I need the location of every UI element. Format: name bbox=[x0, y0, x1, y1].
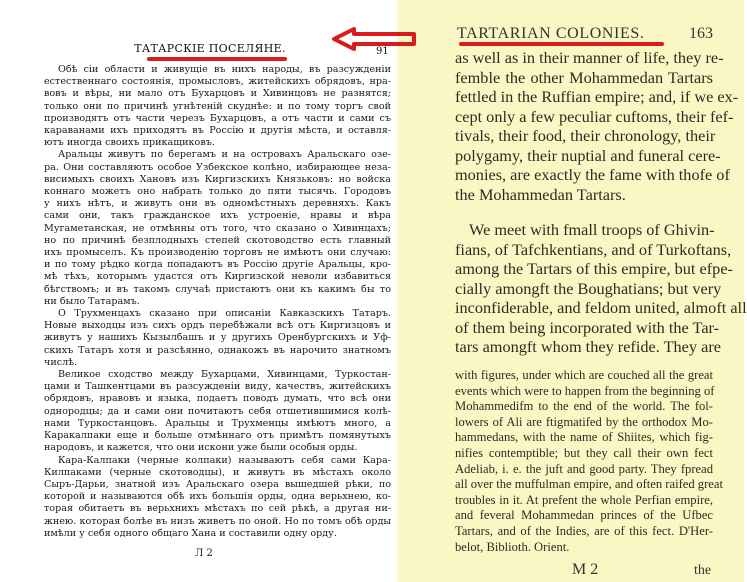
text-line: femble the other Mohammedan Tartars bbox=[455, 67, 713, 87]
footnote-line: and feveral Mohammedan princes of the Ufbec bbox=[455, 508, 713, 523]
footnote-line: troubles in it. At prefent the whole Perfian empire, bbox=[455, 492, 713, 507]
red-underline-annotation bbox=[459, 42, 664, 46]
text-line: of them being incorporated with the Tar- bbox=[455, 317, 720, 337]
text-line: О Трухменцахъ сказано при описаніи Кавказскихъ Татаръ. bbox=[58, 308, 391, 320]
text-line: monies, are exactly the fame with thofe of bbox=[455, 165, 730, 184]
text-line: вовъ и вѣры, ни мало отъ Бухарцовъ и Хивинцовъ не разнятся; bbox=[44, 88, 391, 100]
text-line: tivals, their food, their chronology, their bbox=[455, 126, 716, 145]
text-line: Обѣ сіи области и живущіе въ нихъ народы, въ разсужденіи bbox=[58, 64, 391, 75]
text-line: естественнаго состоянія, промысловъ, житейскихъ обрядовъ, нра- bbox=[44, 76, 391, 88]
text-line: ни было Татарамъ. bbox=[44, 295, 140, 307]
text-line: коннаго можетъ оно набрать только до пяти тысячь. Городовъ bbox=[44, 186, 391, 198]
running-head-english: TARTARIAN COLONIES. bbox=[457, 25, 645, 42]
text-line: скихъ Татаръ хотя и разсѣянно, однакожъ въ нарочито знатномъ bbox=[44, 344, 391, 356]
text-line: as well as in their manner of life, they re- bbox=[455, 48, 724, 67]
footnote-line: with figures, under which are couched all the great bbox=[455, 368, 713, 382]
text-line: караванами ихъ приходятъ въ Россію и другія мѣста, и оставля- bbox=[44, 125, 391, 137]
signature-mark-english: M 2 bbox=[572, 561, 599, 578]
text-line: только они по причинѣ угнѣтеній скуднѣе: и по тому торгъ свой bbox=[44, 100, 391, 112]
text-line: которой и называются обѣ ихъ большія орды, одна верьхнею, ко- bbox=[44, 491, 391, 503]
footnote-line: Mohammedifm to the end of the world. The fol- bbox=[455, 399, 713, 414]
text-line: fettled in the Ruffian empire; and, if we ex- bbox=[455, 87, 739, 106]
red-underline-annotation bbox=[147, 57, 287, 61]
text-line: Каракалпаки еще и больше отмѣннаго отъ примѣтъ помянутыхъ bbox=[44, 430, 391, 442]
signature-mark-russian: Л 2 bbox=[195, 548, 213, 559]
text-line: торая обитаетъ въ верьхнихъ мѣстахъ по сей рѣкѣ, а другая ни- bbox=[44, 503, 391, 515]
text-line: и по тому рѣдко когда попадаютъ въ Россію другіе Аральцы, кро- bbox=[44, 259, 391, 271]
english-footnote bbox=[455, 368, 723, 555]
text-line: производятъ отъ части черезъ Бухарцовъ, а отъ части и сами съ bbox=[44, 112, 391, 124]
footnote-line: hammedans, with the name of Shiites, which fig- bbox=[455, 430, 713, 445]
text-line: polygamy, their nuptial and funeral cere- bbox=[455, 145, 721, 165]
russian-body-text bbox=[44, 64, 391, 540]
text-line: We meet with fmall troops of Ghivin- bbox=[469, 220, 715, 239]
text-line: Сыръ-Дарьи, знатной изъ Аральскаго озера вышедшей рѣки, по bbox=[44, 478, 391, 490]
text-line: Килпаками (черные скотоводцы), и живутъ въ мѣстахъ около bbox=[44, 466, 391, 478]
text-line: ихъ промыселъ. Къ производенію торговъ не имѣютъ они случаю: bbox=[44, 247, 391, 259]
english-body-text bbox=[455, 48, 747, 357]
text-line: ра. Они составляютъ особое Узбекское колѣно, избирающее неза- bbox=[44, 161, 391, 173]
footnote-line: nifies contemptible; but they call their own fect bbox=[455, 445, 713, 460]
text-line: живутъ у нашихъ Кызылбашъ и у другихъ Оренбургскихъ и Уф- bbox=[44, 332, 391, 344]
text-line: жнею. которая болѣе въ низъ живетъ по оной. Но по томъ обѣ орды bbox=[44, 515, 391, 527]
text-line: the Mohammedan Tartars. bbox=[455, 184, 626, 204]
text-line: мѣ тѣхъ, которымъ удастся отъ Киргизской неволи избавиться bbox=[44, 271, 391, 283]
page-number-russian: 91 bbox=[376, 46, 389, 57]
text-line: inconfiderable, and feldom united, almoft all bbox=[455, 298, 747, 317]
text-line: cially amongft the Boughatians; but very bbox=[455, 278, 722, 298]
text-line: висимыхъ своихъ Хановъ изъ Киргизскихъ Князьковъ: но войска bbox=[44, 173, 391, 185]
catchword: the bbox=[694, 563, 712, 578]
text-line: цами и Ташкентцами въ разсужденіи виду, качествъ, житейскихъ bbox=[44, 381, 391, 393]
text-line: однородцы; да и сами они почитаютъ себя отшетившимися колѣ- bbox=[44, 405, 391, 417]
english-page bbox=[397, 0, 747, 582]
text-line: Новые выходцы изъ сихъ ордъ перебѣжали всѣ отъ Киргизцовъ и bbox=[44, 320, 391, 332]
paragraph-gap bbox=[455, 204, 713, 220]
text-line: имѣли у себя одного общаго Хана и составили одну орду. bbox=[44, 527, 337, 539]
text-line: народовъ, и кажется, что они искони уже были особыя орды. bbox=[44, 442, 358, 454]
text-line: бѣгствомъ; и въ такомъ случаѣ пристаютъ они къ какимъ бы то bbox=[44, 283, 391, 295]
text-line: cept only a few peculiar cuftoms, their fef- bbox=[455, 106, 734, 126]
text-line: ютъ иногда своихъ прикащиковъ. bbox=[44, 137, 215, 149]
text-line: fians, of Tafchkentians, and of Turkoftans, bbox=[455, 239, 732, 259]
text-line: сами они, такъ гражданское ихъ устроеніе, нравы и вѣра bbox=[44, 210, 391, 222]
running-head-russian: ТАТАРСКІЕ ПОСЕЛЯНЕ. bbox=[134, 42, 286, 55]
text-line: обрядовъ, нравовъ и языка, подаетъ поводъ думать, что всѣ они bbox=[44, 393, 391, 405]
red-arrow-left-icon bbox=[330, 26, 420, 52]
text-line: Великое сходство между Бухарцами, Хивинцами, Туркостан- bbox=[58, 369, 391, 381]
footnote-line: all over the muffulman empire, and often raifed great bbox=[455, 477, 723, 492]
page-number-english: 163 bbox=[689, 25, 713, 42]
text-line: Аральцы живутъ по берегамъ и на островахъ Аральскаго озе- bbox=[58, 149, 391, 161]
text-line: но по причинѣ безплодныхъ степей скотоводство есть главный bbox=[44, 234, 391, 246]
footnote-line: events which were to happen from the beginning of bbox=[455, 383, 715, 398]
text-line: числѣ. bbox=[44, 356, 78, 368]
text-line: Кара-Калпаки (черные колпаки) называютъ себя сами Кара- bbox=[58, 454, 391, 466]
text-line: нами Туркостанцовъ. Аральцы и Трухменцы имѣютъ много, а bbox=[44, 417, 391, 429]
footnote-line: lowers of Ali are ftigmatifed by the orthodox Mo- bbox=[455, 414, 713, 429]
text-line: Мугаметанская, не отмѣнны отъ того, что сказано о Хивинцахъ; bbox=[44, 222, 391, 234]
text-line: у нихъ нѣтъ, и живутъ они въ одномѣстныхъ деревняхъ. Какъ bbox=[44, 198, 391, 210]
text-line: among the Tartars of this empire, but efpe- bbox=[455, 259, 733, 278]
footnote-line: belot, Biblioth. Orient. bbox=[455, 539, 570, 554]
footnote-line: Adeliab, i. e. the juft and good party. They fpread bbox=[455, 461, 713, 476]
text-line: tars amongft whom they refide. They are bbox=[455, 337, 721, 356]
footnote-line: Tartars, and of the Indies, are of this fect. D'Her- bbox=[455, 523, 713, 538]
